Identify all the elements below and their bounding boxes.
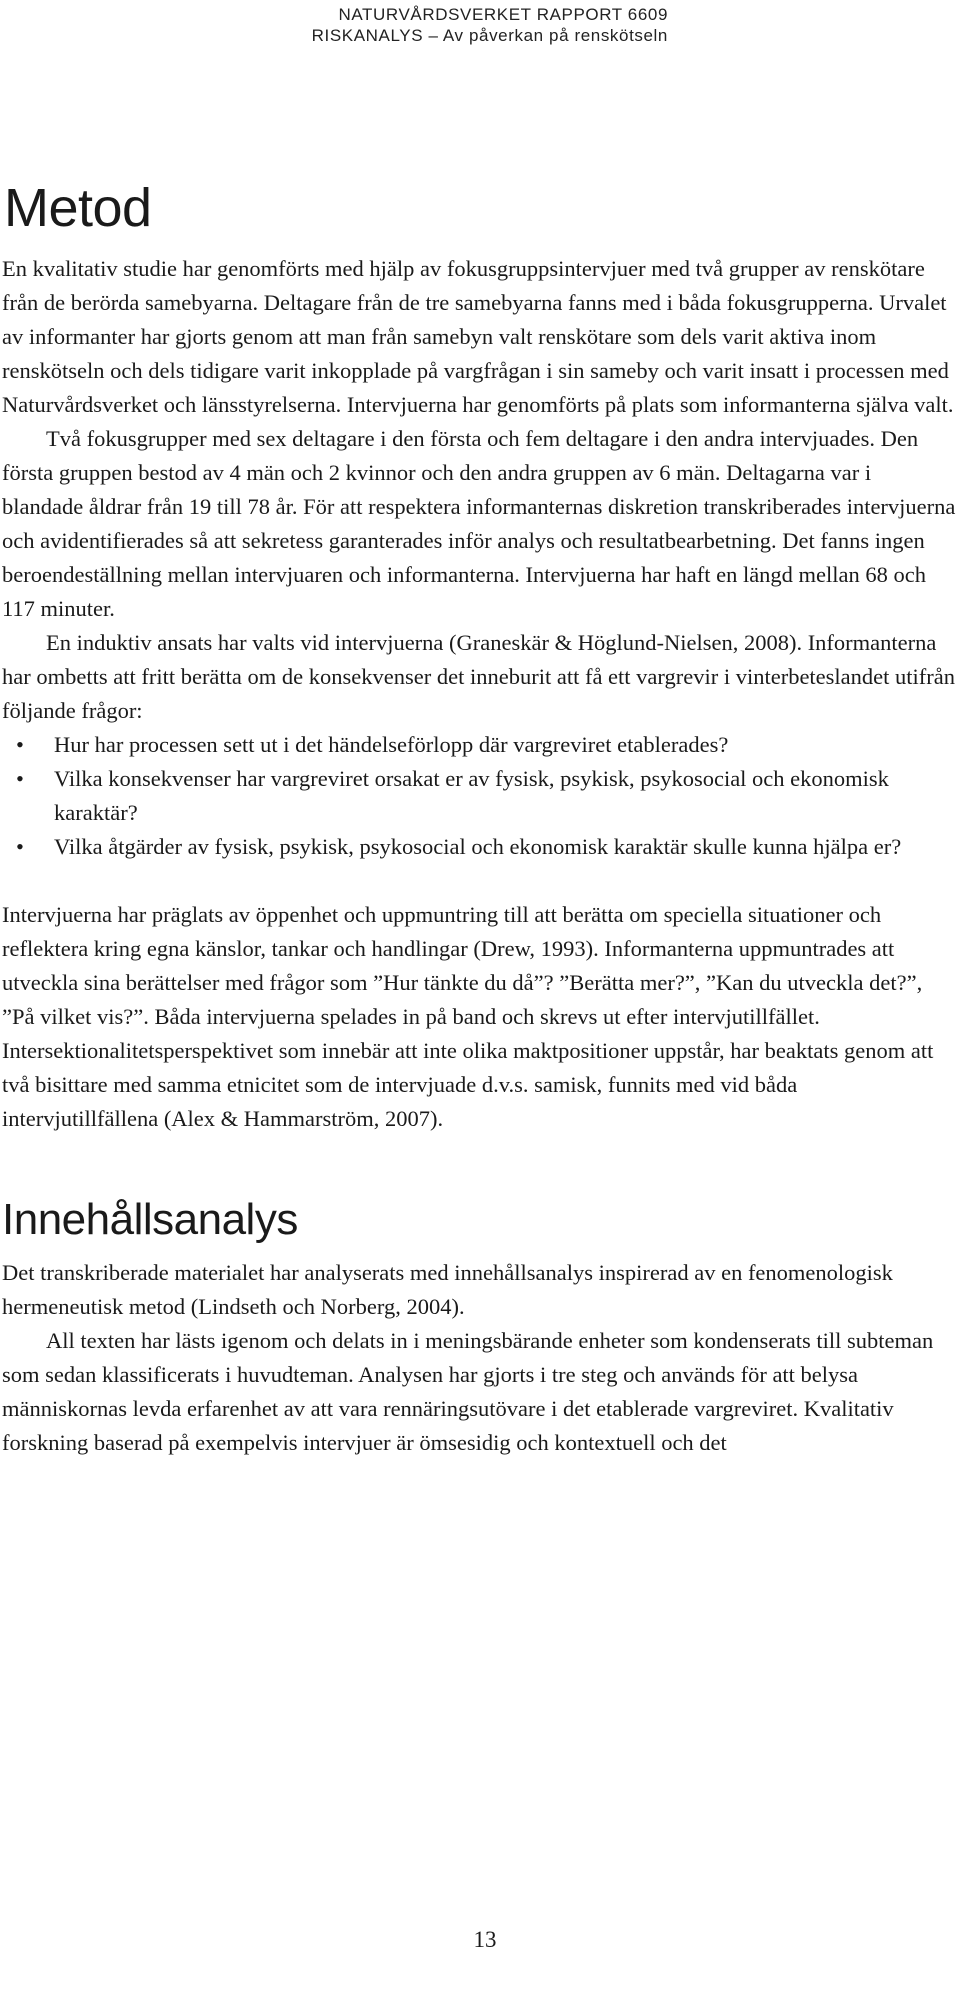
list-item-text: Vilka konsekvenser har vargreviret orsakat er av fysisk, psykisk, psykosocial och ekonomisk karaktär? (54, 766, 889, 825)
spacer (0, 864, 960, 898)
page-number: 13 (473, 1927, 497, 1952)
spacer (0, 1136, 960, 1194)
running-header (312, 4, 668, 46)
list-item (0, 762, 960, 830)
bullet-icon: • (16, 766, 24, 791)
bullet-icon: • (16, 834, 24, 859)
section-heading-metod: Metod (4, 178, 152, 238)
metod-paragraph-4: Intervjuerna har präglats av öppenhet och uppmuntring till att berätta om speciella situationer och reflektera kring egna känslor, tankar och handlingar (Drew, 1993). Informanterna uppmuntrades att utveckla sina berättelser med frågor som ”Hur tänkte du då”? ”Berätta mer?”, ”Kan du utveckla det?”, ”På vilket vis?”. Båda intervjuerna spelades in på band och skrevs ut efter intervjutillfället. Intersektionalitetsperspektivet som innebär att inte olika maktpositioner uppstår, har beaktats genom att två bisittare med samma etnicitet som de intervjuade d.v.s. samisk, funnits med vid båda intervjutillfällena (Alex & Hammarström, 2007). (2, 902, 934, 1131)
section-heading-innehallsanalys: Innehållsanalys (2, 1195, 298, 1244)
bullet-icon: • (16, 732, 24, 757)
metod-paragraph-2: Två fokusgrupper med sex deltagare i den första och fem deltagare i den andra intervjuades. Den första gruppen bestod av 4 män och 2 kvinnor och den andra gruppen av 6 män. Deltagarna var i blandade åldrar från 19 till 78 år. För att respektera informanternas diskretion transkriberades intervjuerna och avidentifierades så att sekretess garanterades inför analys och resultatbearbetning. Det fanns ingen beroendeställning mellan intervjuaren och informanterna. Intervjuerna har haft en längd mellan 68 och 117 minuter. (2, 426, 956, 621)
list-item (0, 830, 960, 864)
report-title: NATURVÅRDSVERKET RAPPORT 6609 (338, 5, 668, 24)
metod-paragraph-1: En kvalitativ studie har genomförts med hjälp av fokusgruppsintervjuer med två grupper av renskötare från de berörda samebyarna. Deltagare från de tre samebyarna fanns med i båda fokusgrupperna. Urvalet av informanter har gjorts genom att man från samebyn valt renskötare som dels varit aktiva inom renskötseln och dels tidigare varit inkopplade på vargfrågan i sin sameby och varit insatt i processen med Naturvårdsverket och länsstyrelserna. Intervjuerna har genomförts på plats som informanterna själva valt. (2, 256, 954, 417)
page-body (0, 178, 960, 1460)
report-subtitle: RISKANALYS – Av påverkan på renskötseln (311, 26, 668, 45)
innehallsanalys-paragraph-2: All texten har lästs igenom och delats in i meningsbärande enheter som kondenserats till subteman som sedan klassificerats i huvudteman. Analysen har gjorts i tre steg och används för att belysa människornas levda erfarenhet av att vara rennäringsutövare i det etablerade vargreviret. Kvalitativ forskning baserad på exempelvis intervjuer är ömsesidig och kontextuell och det (2, 1328, 934, 1455)
list-item-text: Hur har processen sett ut i det händelseförlopp där vargreviret etablerades? (54, 732, 729, 757)
list-item (0, 728, 960, 762)
innehallsanalys-paragraph-1: Det transkriberade materialet har analyserats med innehållsanalys inspirerad av en fenomenologisk hermeneutisk metod (Lindseth och Norberg, 2004). (2, 1260, 893, 1319)
question-list (0, 728, 960, 864)
metod-paragraph-3: En induktiv ansats har valts vid intervjuerna (Graneskär & Höglund-Nielsen, 2008). Informanterna har ombetts att fritt berätta om de konsekvenser det inneburit att få ett vargrevir i vinterbeteslandet utifrån följande frågor: (2, 630, 955, 723)
list-item-text: Vilka åtgärder av fysisk, psykisk, psykosocial och ekonomisk karaktär skulle kunna hjälpa er? (54, 834, 902, 859)
